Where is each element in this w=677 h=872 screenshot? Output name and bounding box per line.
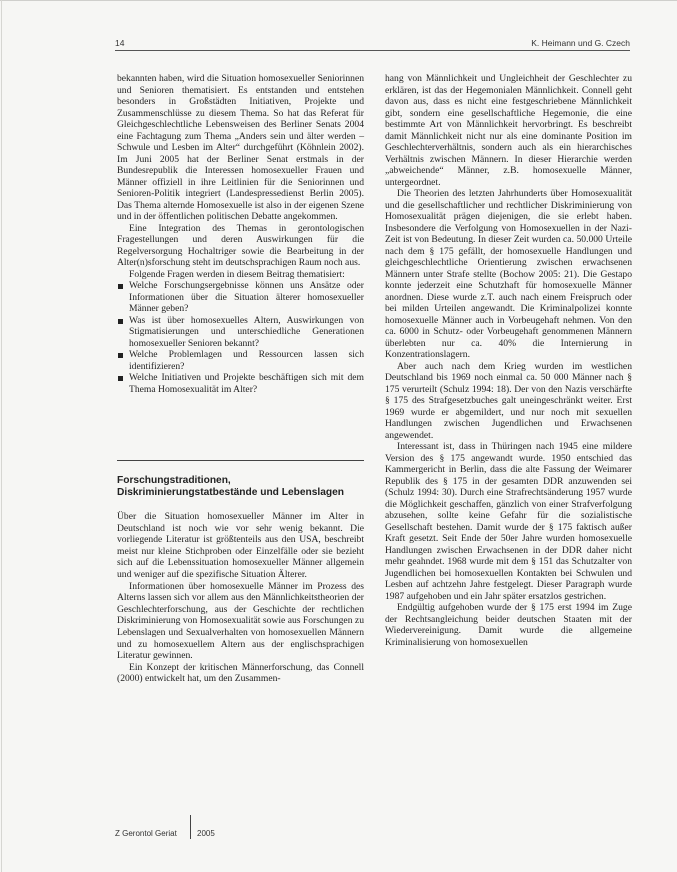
running-header-authors: K. Heimann und G. Czech — [531, 38, 630, 48]
section-heading: Forschungstraditionen, Diskriminierungstatbestände und Lebenslagen — [117, 475, 345, 498]
page-footer — [115, 827, 255, 841]
question-list — [117, 280, 364, 395]
paragraph: Folgende Fragen werden in diesem Beitrag thematisiert: — [129, 268, 345, 280]
right-column — [385, 73, 632, 648]
header-rule — [115, 50, 630, 51]
paragraph: Ein Konzept der kritischen Männerforschung, das Connell (2000) entwickelt hat, um den Zusammen- — [117, 661, 364, 685]
paragraph: Die Theorien des letzten Jahrhunderts über Homosexualität und die gesellschaftlicher und rechtlicher Diskriminierung von Homosexualität prägen diejenigen, die sie erlebt haben. Insbesondere die Verfolgung von Homosexuellen in der Nazi-Zeit ist von Bedeutung. In dieser Zeit wurden ca. 50.000 Urteile nach dem § 175 gefällt, der homosexuelle Handlungen und gleichgeschlechtliche Orientierung zwischen erwachsenen Männern unter Strafe stellte (Bochow 2005: 21). Die Gestapo konnte jederzeit eine Schutzhaft für homosexuelle Männer anordnen. Diese wurde z.T. auch nach einem Freispruch oder bei milden Urteilen angewandt. Die Kriminalpolizei konnte homosexuelle Männer auch in Vorbeugehaft nehmen. Von den ca. 6000 in Schutz- oder Vorbeugehaft genommenen Männern überlebten nur ca. 40% die Internierung in Konzentrationslagern. — [385, 188, 632, 360]
paragraph: Endgültig aufgehoben wurde der § 175 erst 1994 im Zuge der Rechtsangleichung beider deutschen Staaten mit der Wiedervereinigung. Damit wurde die allgemeine Kriminalisierung von homosexuellen — [385, 602, 632, 648]
paragraph: Über die Situation homosexueller Männer im Alter in Deutschland ist noch wie vor sehr wenig bekannt. Die vorliegende Literatur ist größtenteils aus den USA, beschreibt meist nur kleine Stichproben oder Einzelfälle oder sie bezieht sich auf die Lebenssituation homosexueller Männer allgemein und weniger auf die spezifische Situation Älterer. — [117, 511, 364, 580]
paragraph: bekannten haben, wird die Situation homosexueller Seniorinnen und Senioren thematisiert. Es entstanden und entstehen besonders in Großstädten Initiativen, Projekte und Zusammenschlüsse zu diesem Thema. So hat das Referat für Gleichgeschlechtliche Lebensweisen des Berliner Senats 2004 eine Fachtagung zum Thema „Anders sein und älter werden – Schwule und Lesben im Alter“ durchgeführt (Köhnlein 2002). Im Juni 2005 hat der Berliner Senat erstmals in der Bundesrepublik die Interessen homosexueller Frauen und Männer offiziell in ihre Leitlinien für die Seniorinnen und Senioren-Politik integriert (Landespressedienst Berlin 2005). Das Thema alternde Homosexuelle ist also in der eigenen Szene und in der öffentlichen politischen Debatte angekommen. — [117, 73, 364, 222]
list-item: Was ist über homosexuelles Altern, Auswirkungen von Stigmatisierungen und unterschiedliche Generationen homosexueller Senioren bekannt? — [117, 315, 364, 350]
page-number: 14 — [115, 38, 125, 48]
footer-separator — [190, 815, 191, 839]
page-edge-top — [0, 0, 677, 1]
list-item: Welche Initiativen und Projekte beschäftigen sich mit dem Thema Homosexualität im Alter? — [117, 372, 364, 395]
left-column — [117, 73, 364, 395]
paragraph: Aber auch nach dem Krieg wurden im westlichen Deutschland bis 1969 noch einmal ca. 50 000 Männer nach § 175 verurteilt (Schulz 1994: 18). Der von den Nazis verschärfte § 175 des Strafgesetzbuches galt uneingeschränkt weiter. Erst 1969 wurde er abgemildert, und nur noch mit sexuellen Handlungen zwischen Jugendlichen und Erwachsenen angewendet. — [385, 360, 632, 441]
journal-name: Z Gerontol Geriat — [115, 829, 177, 838]
list-item: Welche Forschungsergebnisse können uns Ansätze oder Informationen über die Situation älterer homosexueller Männer geben? — [117, 280, 364, 315]
section — [117, 460, 364, 685]
paragraph: Informationen über homosexuelle Männer im Prozess des Alterns lassen sich vor allem aus den Männlichkeitstheorien der Geschlechterforschung, aus der Geschichte der rechtlichen Diskriminierung von Homosexualität sowie aus Forschungen zu Lebenslagen und Sexualverhalten von homosexuellen Männern und zu homosexuellem Altern aus der englischsprachigen Literatur gewinnen. — [117, 580, 364, 662]
paragraph: Eine Integration des Themas in gerontologischen Fragestellungen und deren Auswirkungen für die Regelversorgung Hochaltriger sowie die Bearbeitung in der Alter(n)sforschung steht im deutschsprachigen Raum noch aus. — [117, 222, 364, 268]
section-body — [117, 511, 364, 685]
journal-year: 2005 — [197, 829, 215, 838]
paragraph: Interessant ist, dass in Thüringen nach 1945 eine mildere Version des § 175 angewandt wurde. 1950 entschied das Kammergericht in Berlin, dass die alte Fassung der Weimarer Republik des § 175 in der gesamten DDR anzuwenden sei (Schulz 1994: 30). Durch eine Strafrechtsänderung 1957 wurde die Möglichkeit geschaffen, gänzlich von einer Strafverfolgung abzusehen, sollte keine Gefahr für die sozialistische Gesellschaft bestehen. Damit wurde der § 175 faktisch außer Kraft gesetzt. Seit Ende der 50er Jahre wurden homosexuelle Handlungen zwischen Erwachsenen in der DDR daher nicht mehr geahndet. 1968 wurde mit dem § 151 das Schutzalter von Jugendlichen bei homosexuellen Kontakten bei Schwulen und Lesben auf achtzehn Jahre festgelegt. Dieser Paragraph wurde 1987 aufgehoben und ein Jahr später ersatzlos gestrichen. — [385, 441, 632, 602]
running-header — [115, 35, 630, 51]
paragraph: hang von Männlichkeit und Ungleichheit der Geschlechter zu erklären, ist das der Hegemonialen Männlichkeit. Connell geht davon aus, dass es nicht eine festgeschriebene Männlichkeit gibt, sondern eine gesellschaftliche Hegemonie, die eine bestimmte Art von Männlichkeit hervorbringt. Es beschreibt damit Männlichkeit nicht nur als eine dominante Position im Geschlechterverhältnis, sondern auch als ein hierarchisches Verhältnis zwischen Männern. In dieser Hierarchie werden „abweichende“ Männer, z.B. homosexuelle Männer, untergeordnet. — [385, 73, 632, 188]
list-item: Welche Problemlagen und Ressourcen lassen sich identifizieren? — [117, 349, 364, 372]
page-edge-left — [1, 0, 2, 872]
